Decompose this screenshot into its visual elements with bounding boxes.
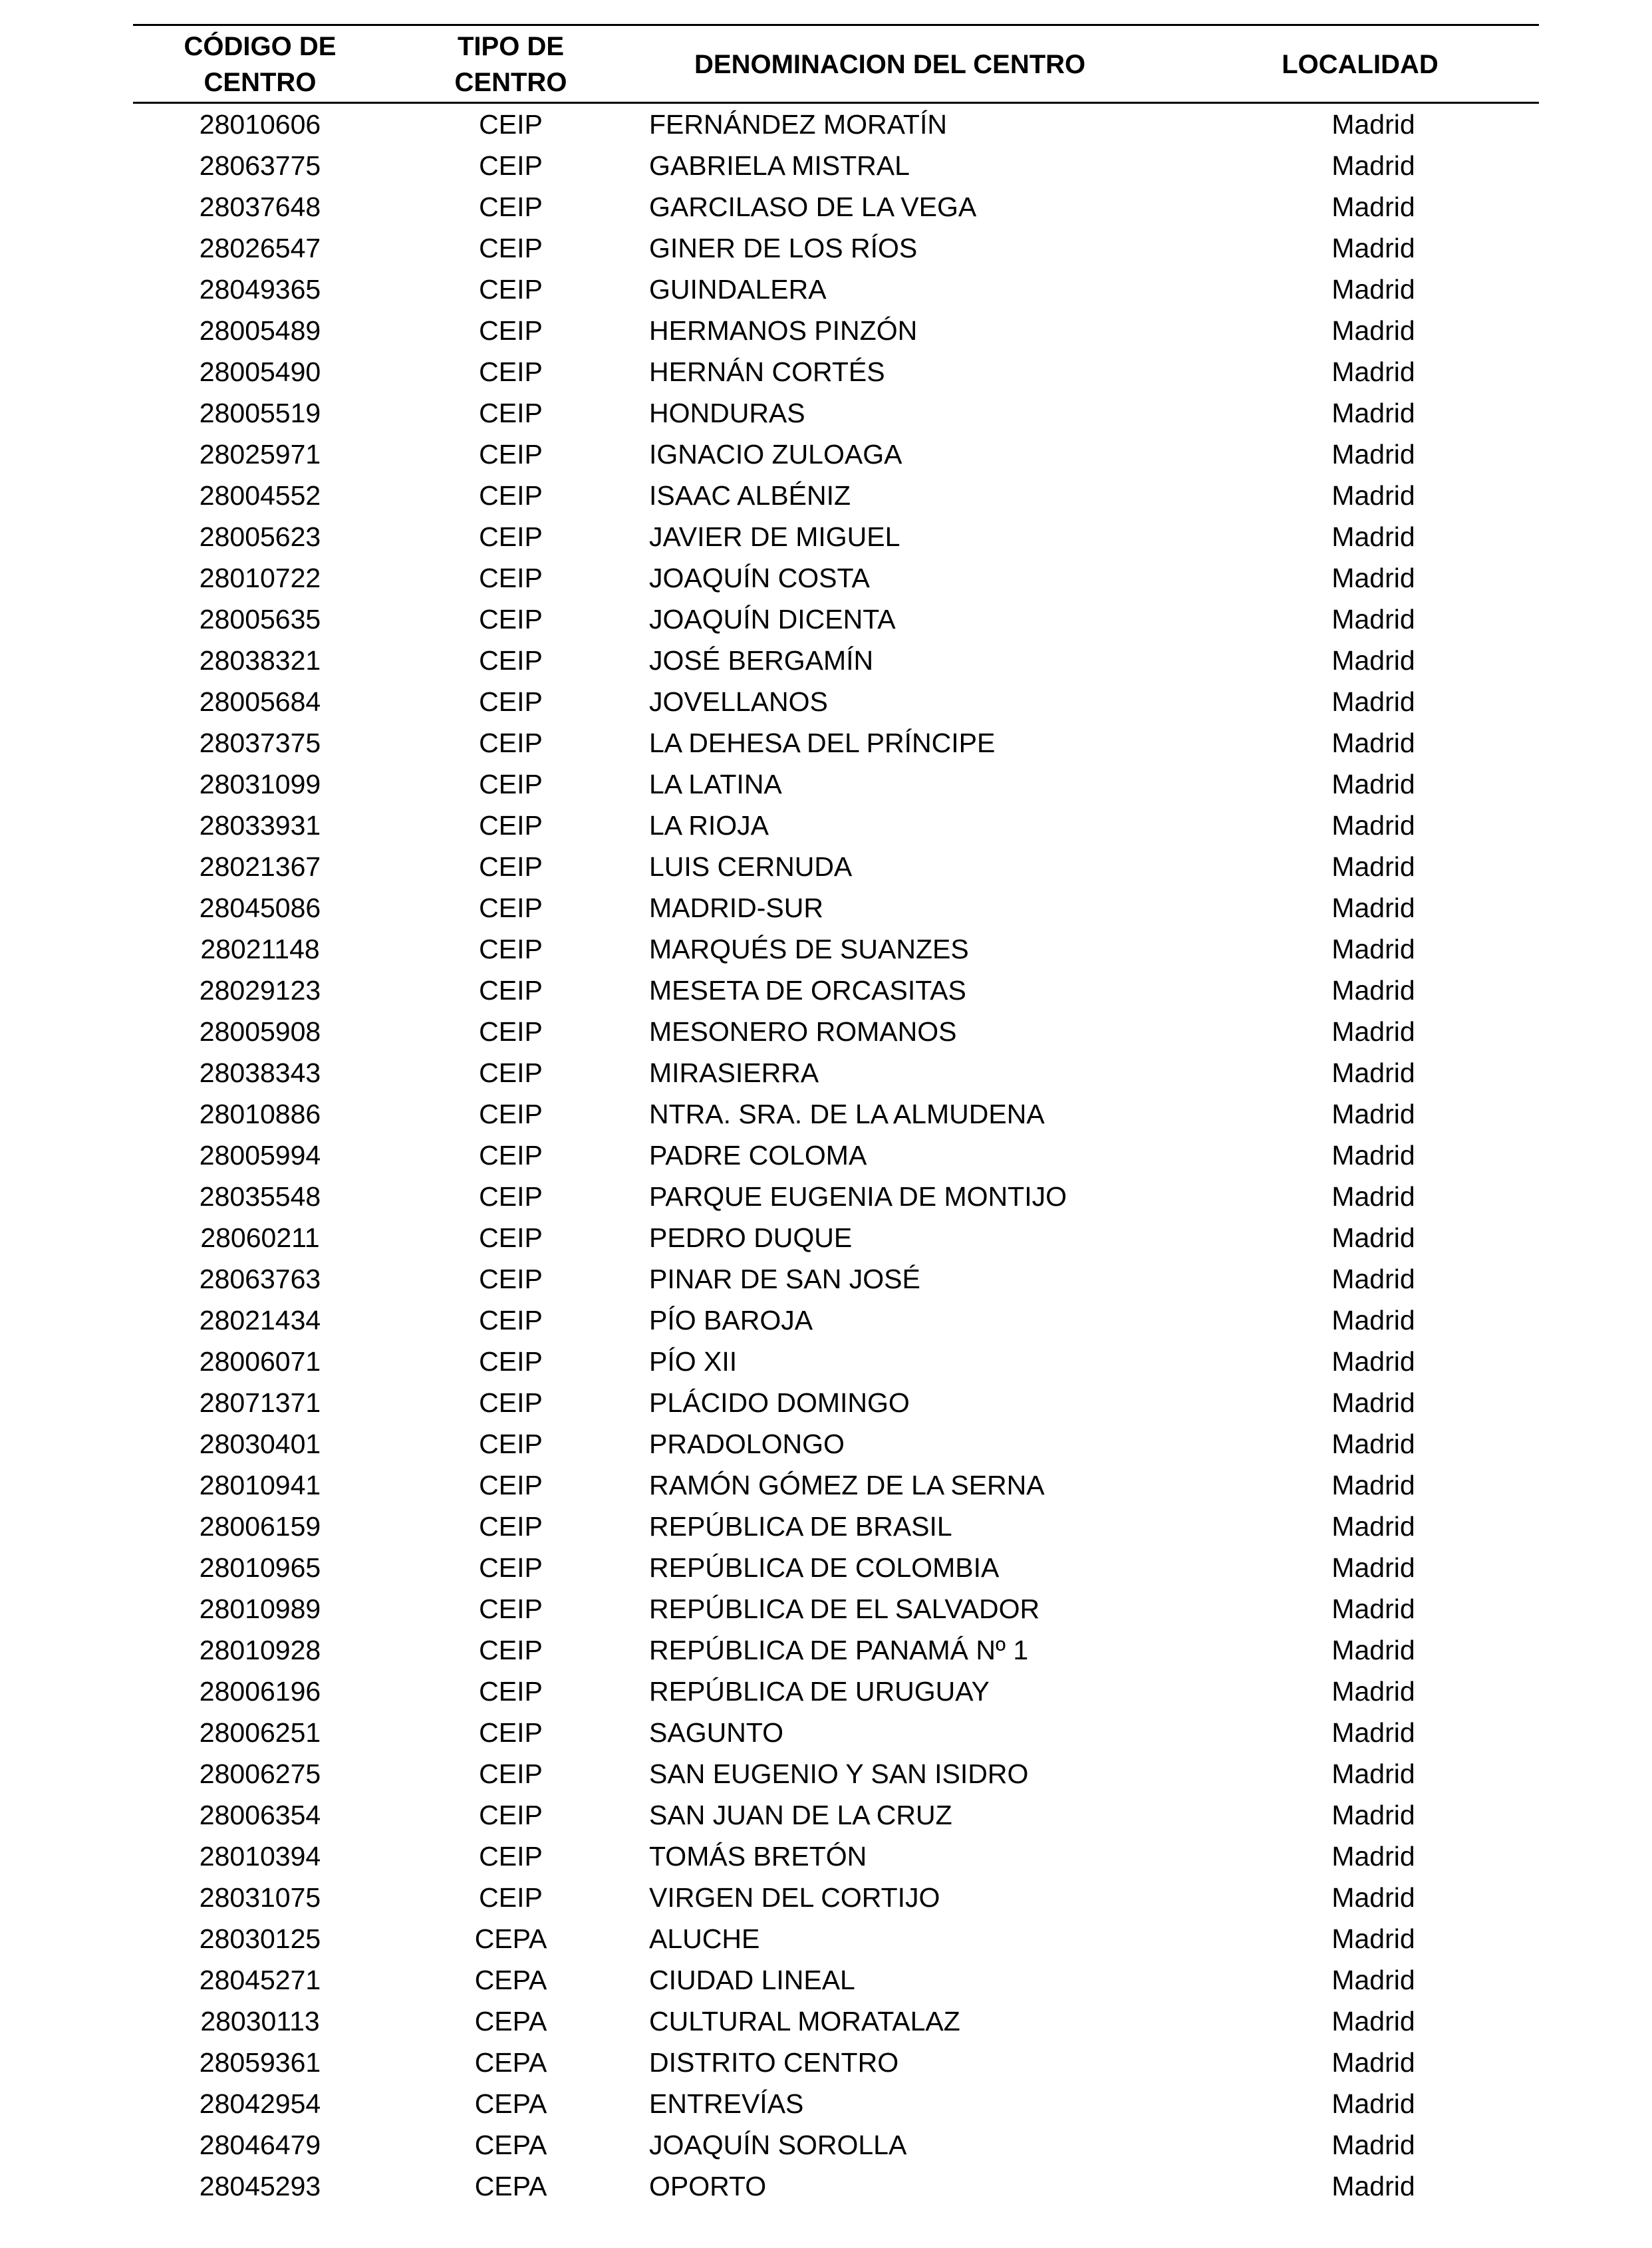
center-type-cell: CEIP bbox=[479, 1140, 543, 1171]
locality-cell: Madrid bbox=[1331, 2088, 1415, 2119]
table-row bbox=[133, 1465, 1539, 1506]
locality-cell: Madrid bbox=[1331, 645, 1415, 676]
center-code-cell: 28006071 bbox=[199, 1346, 321, 1377]
table-row bbox=[133, 186, 1539, 227]
locality-cell: Madrid bbox=[1331, 1594, 1415, 1624]
locality-cell: Madrid bbox=[1331, 2171, 1415, 2201]
locality-cell: Madrid bbox=[1331, 1222, 1415, 1253]
header-type bbox=[387, 25, 634, 103]
center-code-cell: 28006251 bbox=[199, 1717, 321, 1748]
center-code-cell: 28005635 bbox=[199, 604, 321, 634]
table-row bbox=[133, 2166, 1539, 2207]
locality-cell: Madrid bbox=[1331, 1965, 1415, 1995]
center-code-cell: 28025971 bbox=[199, 439, 321, 470]
table-row bbox=[133, 1588, 1539, 1629]
table-row bbox=[133, 681, 1539, 722]
locality-cell: Madrid bbox=[1331, 1717, 1415, 1748]
locality-cell: Madrid bbox=[1331, 1140, 1415, 1171]
center-type-cell: CEIP bbox=[479, 398, 543, 428]
locality-cell: Madrid bbox=[1331, 893, 1415, 923]
table-row bbox=[133, 1712, 1539, 1753]
center-code-cell: 28006159 bbox=[199, 1511, 321, 1542]
locality-cell: Madrid bbox=[1331, 851, 1415, 882]
center-code-cell: 28045271 bbox=[199, 1965, 321, 1995]
table-row bbox=[133, 145, 1539, 186]
document-page bbox=[133, 24, 1539, 2207]
center-type-cell: CEPA bbox=[474, 2088, 547, 2119]
center-type-cell: CEIP bbox=[479, 1181, 543, 1212]
center-name-cell: CIUDAD LINEAL bbox=[649, 1965, 855, 1995]
center-code-cell: 28010989 bbox=[199, 1594, 321, 1624]
table-row bbox=[133, 1918, 1539, 1959]
center-name-cell: ENTREVÍAS bbox=[649, 2088, 804, 2119]
center-type-cell: CEIP bbox=[479, 1717, 543, 1748]
center-type-cell: CEIP bbox=[479, 686, 543, 717]
center-name-cell: GINER DE LOS RÍOS bbox=[649, 233, 918, 263]
locality-cell: Madrid bbox=[1331, 686, 1415, 717]
locality-cell: Madrid bbox=[1331, 1758, 1415, 1789]
center-code-cell: 28021148 bbox=[200, 934, 320, 964]
center-name-cell: IGNACIO ZULOAGA bbox=[649, 439, 902, 470]
locality-cell: Madrid bbox=[1331, 274, 1415, 305]
table-row bbox=[133, 1176, 1539, 1217]
center-name-cell: JOVELLANOS bbox=[649, 686, 828, 717]
center-code-cell: 28005684 bbox=[199, 686, 321, 717]
locality-cell: Madrid bbox=[1331, 1882, 1415, 1913]
center-type-cell: CEIP bbox=[479, 480, 543, 511]
locality-cell: Madrid bbox=[1331, 1387, 1415, 1418]
locality-cell: Madrid bbox=[1331, 1635, 1415, 1665]
center-name-cell: OPORTO bbox=[649, 2171, 767, 2201]
center-type-cell: CEPA bbox=[474, 2047, 547, 2078]
table-row bbox=[133, 310, 1539, 351]
center-code-cell: 28038321 bbox=[199, 645, 321, 676]
center-name-cell: GUINDALERA bbox=[649, 274, 827, 305]
center-code-cell: 28030401 bbox=[199, 1429, 321, 1459]
center-name-cell: PEDRO DUQUE bbox=[649, 1222, 853, 1253]
center-code-cell: 28037375 bbox=[199, 728, 321, 758]
center-code-cell: 28045293 bbox=[199, 2171, 321, 2201]
table-row bbox=[133, 475, 1539, 516]
centers-table bbox=[133, 24, 1539, 2207]
locality-cell: Madrid bbox=[1331, 728, 1415, 758]
center-code-cell: 28071371 bbox=[199, 1387, 321, 1418]
center-name-cell: PADRE COLOMA bbox=[649, 1140, 867, 1171]
center-type-cell: CEIP bbox=[479, 521, 543, 552]
center-code-cell: 28005489 bbox=[199, 315, 321, 346]
center-type-cell: CEIP bbox=[479, 192, 543, 222]
table-row bbox=[133, 722, 1539, 764]
table-row bbox=[133, 1753, 1539, 1794]
center-code-cell: 28030125 bbox=[199, 1923, 321, 1954]
center-name-cell: MESONERO ROMANOS bbox=[649, 1016, 957, 1047]
center-code-cell: 28033931 bbox=[199, 810, 321, 841]
center-type-cell: CEPA bbox=[474, 1923, 547, 1954]
center-name-cell: REPÚBLICA DE PANAMÁ Nº 1 bbox=[649, 1635, 1029, 1665]
header-name: DENOMINACION DEL CENTRO bbox=[634, 25, 1181, 103]
locality-cell: Madrid bbox=[1331, 2130, 1415, 2160]
table-row bbox=[133, 1794, 1539, 1836]
center-code-cell: 28059361 bbox=[199, 2047, 321, 2078]
locality-cell: Madrid bbox=[1331, 1099, 1415, 1129]
center-code-cell: 28004552 bbox=[199, 480, 321, 511]
center-type-cell: CEIP bbox=[479, 1346, 543, 1377]
locality-cell: Madrid bbox=[1331, 521, 1415, 552]
center-code-cell: 28006196 bbox=[199, 1676, 321, 1707]
center-type-cell: CEIP bbox=[479, 1552, 543, 1583]
center-name-cell: NTRA. SRA. DE LA ALMUDENA bbox=[649, 1099, 1045, 1129]
table-row bbox=[133, 599, 1539, 640]
center-code-cell: 28026547 bbox=[199, 233, 321, 263]
center-name-cell: HERMANOS PINZÓN bbox=[649, 315, 918, 346]
locality-cell: Madrid bbox=[1331, 398, 1415, 428]
center-type-cell: CEIP bbox=[479, 728, 543, 758]
header-locality: LOCALIDAD bbox=[1181, 25, 1539, 103]
center-name-cell: REPÚBLICA DE EL SALVADOR bbox=[649, 1594, 1040, 1624]
center-code-cell: 28031099 bbox=[199, 769, 321, 799]
table-row bbox=[133, 846, 1539, 887]
center-code-cell: 28021434 bbox=[199, 1305, 321, 1335]
center-type-cell: CEIP bbox=[479, 975, 543, 1006]
locality-cell: Madrid bbox=[1331, 1552, 1415, 1583]
center-type-cell: CEIP bbox=[479, 1057, 543, 1088]
center-type-cell: CEIP bbox=[479, 1264, 543, 1294]
header-type-line2: CENTRO bbox=[454, 68, 567, 97]
center-type-cell: CEIP bbox=[479, 851, 543, 882]
center-name-cell: ALUCHE bbox=[649, 1923, 760, 1954]
center-type-cell: CEIP bbox=[479, 1635, 543, 1665]
locality-cell: Madrid bbox=[1331, 1346, 1415, 1377]
center-type-cell: CEIP bbox=[479, 645, 543, 676]
center-code-cell: 28006354 bbox=[199, 1800, 321, 1830]
center-code-cell: 28045086 bbox=[199, 893, 321, 923]
locality-cell: Madrid bbox=[1331, 2006, 1415, 2037]
center-type-cell: CEIP bbox=[479, 439, 543, 470]
center-type-cell: CEPA bbox=[474, 2006, 547, 2037]
center-code-cell: 28005490 bbox=[199, 356, 321, 387]
center-name-cell: JOAQUÍN COSTA bbox=[649, 563, 870, 593]
center-name-cell: JOSÉ BERGAMÍN bbox=[649, 645, 874, 676]
center-type-cell: CEIP bbox=[479, 356, 543, 387]
table-row bbox=[133, 2083, 1539, 2124]
locality-cell: Madrid bbox=[1331, 604, 1415, 634]
center-type-cell: CEIP bbox=[479, 150, 543, 181]
center-code-cell: 28005994 bbox=[199, 1140, 321, 1171]
center-code-cell: 28010928 bbox=[199, 1635, 321, 1665]
center-name-cell: HONDURAS bbox=[649, 398, 805, 428]
center-type-cell: CEIP bbox=[479, 1099, 543, 1129]
header-type-line1: TIPO DE bbox=[457, 32, 565, 61]
table-row bbox=[133, 1258, 1539, 1300]
locality-cell: Madrid bbox=[1331, 1923, 1415, 1954]
center-code-cell: 28035548 bbox=[199, 1181, 321, 1212]
center-code-cell: 28042954 bbox=[199, 2088, 321, 2119]
center-name-cell: REPÚBLICA DE BRASIL bbox=[649, 1511, 952, 1542]
table-row bbox=[133, 269, 1539, 310]
center-code-cell: 28005908 bbox=[199, 1016, 321, 1047]
table-row bbox=[133, 1506, 1539, 1547]
center-code-cell: 28038343 bbox=[199, 1057, 321, 1088]
center-name-cell: GARCILASO DE LA VEGA bbox=[649, 192, 977, 222]
center-name-cell: LA RIOJA bbox=[649, 810, 769, 841]
table-row bbox=[133, 1547, 1539, 1588]
center-name-cell: CULTURAL MORATALAZ bbox=[649, 2006, 960, 2037]
table-row bbox=[133, 392, 1539, 434]
table-row bbox=[133, 887, 1539, 928]
center-name-cell: TOMÁS BRETÓN bbox=[649, 1841, 867, 1872]
center-code-cell: 28063763 bbox=[199, 1264, 321, 1294]
center-code-cell: 28021367 bbox=[199, 851, 321, 882]
locality-cell: Madrid bbox=[1331, 1470, 1415, 1500]
center-type-cell: CEIP bbox=[479, 563, 543, 593]
center-type-cell: CEPA bbox=[474, 2171, 547, 2201]
locality-cell: Madrid bbox=[1331, 1181, 1415, 1212]
center-name-cell: PARQUE EUGENIA DE MONTIJO bbox=[649, 1181, 1067, 1212]
header-code bbox=[133, 25, 387, 103]
table-row bbox=[133, 227, 1539, 269]
center-type-cell: CEIP bbox=[479, 1676, 543, 1707]
center-name-cell: DISTRITO CENTRO bbox=[649, 2047, 899, 2078]
locality-cell: Madrid bbox=[1331, 315, 1415, 346]
locality-cell: Madrid bbox=[1331, 1676, 1415, 1707]
header-row bbox=[133, 25, 1539, 103]
center-code-cell: 28010722 bbox=[199, 563, 321, 593]
center-type-cell: CEIP bbox=[479, 1470, 543, 1500]
locality-cell: Madrid bbox=[1331, 769, 1415, 799]
center-type-cell: CEIP bbox=[479, 769, 543, 799]
center-name-cell: REPÚBLICA DE COLOMBIA bbox=[649, 1552, 1000, 1583]
center-type-cell: CEIP bbox=[479, 604, 543, 634]
center-type-cell: CEIP bbox=[479, 934, 543, 964]
center-name-cell: SAN EUGENIO Y SAN ISIDRO bbox=[649, 1758, 1029, 1789]
center-code-cell: 28010606 bbox=[199, 109, 321, 140]
center-type-cell: CEIP bbox=[479, 893, 543, 923]
center-code-cell: 28010394 bbox=[199, 1841, 321, 1872]
center-type-cell: CEIP bbox=[479, 1222, 543, 1253]
table-row bbox=[133, 2042, 1539, 2083]
table-row bbox=[133, 2001, 1539, 2042]
center-name-cell: LUIS CERNUDA bbox=[649, 851, 853, 882]
table-row bbox=[133, 970, 1539, 1011]
header-code-line2: CENTRO bbox=[204, 68, 317, 97]
center-name-cell: ISAAC ALBÉNIZ bbox=[649, 480, 851, 511]
center-type-cell: CEIP bbox=[479, 315, 543, 346]
center-name-cell: PÍO BAROJA bbox=[649, 1305, 813, 1335]
locality-cell: Madrid bbox=[1331, 150, 1415, 181]
table-row bbox=[133, 1423, 1539, 1465]
center-code-cell: 28037648 bbox=[199, 192, 321, 222]
locality-cell: Madrid bbox=[1331, 480, 1415, 511]
table-header bbox=[133, 25, 1539, 103]
locality-cell: Madrid bbox=[1331, 192, 1415, 222]
center-type-cell: CEIP bbox=[479, 1387, 543, 1418]
center-name-cell: SAGUNTO bbox=[649, 1717, 783, 1748]
table-row bbox=[133, 764, 1539, 805]
center-name-cell: MESETA DE ORCASITAS bbox=[649, 975, 966, 1006]
locality-cell: Madrid bbox=[1331, 439, 1415, 470]
center-type-cell: CEPA bbox=[474, 1965, 547, 1995]
center-type-cell: CEIP bbox=[479, 1800, 543, 1830]
center-name-cell: JAVIER DE MIGUEL bbox=[649, 521, 900, 552]
center-code-cell: 28029123 bbox=[199, 975, 321, 1006]
center-name-cell: LA DEHESA DEL PRÍNCIPE bbox=[649, 728, 996, 758]
center-name-cell: PRADOLONGO bbox=[649, 1429, 845, 1459]
table-row bbox=[133, 1300, 1539, 1341]
center-type-cell: CEIP bbox=[479, 1305, 543, 1335]
center-code-cell: 28046479 bbox=[199, 2130, 321, 2160]
center-name-cell: VIRGEN DEL CORTIJO bbox=[649, 1882, 940, 1913]
center-name-cell: RAMÓN GÓMEZ DE LA SERNA bbox=[649, 1470, 1045, 1500]
center-code-cell: 28031075 bbox=[199, 1882, 321, 1913]
table-row bbox=[133, 928, 1539, 970]
center-code-cell: 28010941 bbox=[199, 1470, 321, 1500]
center-name-cell: JOAQUÍN SOROLLA bbox=[649, 2130, 907, 2160]
center-type-cell: CEIP bbox=[479, 1016, 543, 1047]
table-row bbox=[133, 557, 1539, 599]
center-type-cell: CEIP bbox=[479, 1511, 543, 1542]
table-row bbox=[133, 1877, 1539, 1918]
locality-cell: Madrid bbox=[1331, 1016, 1415, 1047]
table-row bbox=[133, 805, 1539, 846]
locality-cell: Madrid bbox=[1331, 1511, 1415, 1542]
locality-cell: Madrid bbox=[1331, 1429, 1415, 1459]
center-code-cell: 28063775 bbox=[199, 150, 321, 181]
table-row bbox=[133, 1671, 1539, 1712]
center-name-cell: MARQUÉS DE SUANZES bbox=[649, 934, 969, 964]
table-row bbox=[133, 1836, 1539, 1877]
table-row bbox=[133, 1629, 1539, 1671]
center-type-cell: CEIP bbox=[479, 109, 543, 140]
center-type-cell: CEPA bbox=[474, 2130, 547, 2160]
center-code-cell: 28006275 bbox=[199, 1758, 321, 1789]
table-row bbox=[133, 103, 1539, 146]
table-row bbox=[133, 640, 1539, 681]
table-row bbox=[133, 434, 1539, 475]
center-code-cell: 28005623 bbox=[199, 521, 321, 552]
table-row bbox=[133, 516, 1539, 557]
center-type-cell: CEIP bbox=[479, 1429, 543, 1459]
center-name-cell: SAN JUAN DE LA CRUZ bbox=[649, 1800, 952, 1830]
center-name-cell: JOAQUÍN DICENTA bbox=[649, 604, 896, 634]
locality-cell: Madrid bbox=[1331, 1800, 1415, 1830]
locality-cell: Madrid bbox=[1331, 563, 1415, 593]
center-name-cell: LA LATINA bbox=[649, 769, 782, 799]
locality-cell: Madrid bbox=[1331, 975, 1415, 1006]
table-row bbox=[133, 1959, 1539, 2001]
center-type-cell: CEIP bbox=[479, 1841, 543, 1872]
locality-cell: Madrid bbox=[1331, 1841, 1415, 1872]
table-row bbox=[133, 1341, 1539, 1382]
table-row bbox=[133, 1382, 1539, 1423]
table-row bbox=[133, 1093, 1539, 1135]
center-name-cell: MADRID-SUR bbox=[649, 893, 823, 923]
center-name-cell: GABRIELA MISTRAL bbox=[649, 150, 910, 181]
center-name-cell: PLÁCIDO DOMINGO bbox=[649, 1387, 910, 1418]
center-type-cell: CEIP bbox=[479, 810, 543, 841]
table-row bbox=[133, 1135, 1539, 1176]
center-name-cell: MIRASIERRA bbox=[649, 1057, 819, 1088]
center-type-cell: CEIP bbox=[479, 1758, 543, 1789]
center-code-cell: 28060211 bbox=[200, 1222, 320, 1253]
table-body bbox=[133, 103, 1539, 2207]
center-name-cell: PINAR DE SAN JOSÉ bbox=[649, 1264, 920, 1294]
locality-cell: Madrid bbox=[1331, 109, 1415, 140]
locality-cell: Madrid bbox=[1331, 1305, 1415, 1335]
center-code-cell: 28010886 bbox=[199, 1099, 321, 1129]
table-row bbox=[133, 1217, 1539, 1258]
table-row bbox=[133, 351, 1539, 392]
header-code-line1: CÓDIGO DE bbox=[184, 32, 337, 61]
center-name-cell: PÍO XII bbox=[649, 1346, 738, 1377]
locality-cell: Madrid bbox=[1331, 2047, 1415, 2078]
center-type-cell: CEIP bbox=[479, 1882, 543, 1913]
locality-cell: Madrid bbox=[1331, 356, 1415, 387]
center-type-cell: CEIP bbox=[479, 233, 543, 263]
center-type-cell: CEIP bbox=[479, 274, 543, 305]
locality-cell: Madrid bbox=[1331, 934, 1415, 964]
center-type-cell: CEIP bbox=[479, 1594, 543, 1624]
locality-cell: Madrid bbox=[1331, 233, 1415, 263]
locality-cell: Madrid bbox=[1331, 1264, 1415, 1294]
center-code-cell: 28010965 bbox=[199, 1552, 321, 1583]
locality-cell: Madrid bbox=[1331, 810, 1415, 841]
center-name-cell: FERNÁNDEZ MORATÍN bbox=[649, 109, 947, 140]
center-name-cell: HERNÁN CORTÉS bbox=[649, 356, 885, 387]
locality-cell: Madrid bbox=[1331, 1057, 1415, 1088]
center-name-cell: REPÚBLICA DE URUGUAY bbox=[649, 1676, 990, 1707]
table-row bbox=[133, 1052, 1539, 1093]
center-code-cell: 28049365 bbox=[199, 274, 321, 305]
table-row bbox=[133, 2124, 1539, 2166]
center-code-cell: 28030113 bbox=[200, 2006, 320, 2037]
center-code-cell: 28005519 bbox=[199, 398, 321, 428]
table-row bbox=[133, 1011, 1539, 1052]
